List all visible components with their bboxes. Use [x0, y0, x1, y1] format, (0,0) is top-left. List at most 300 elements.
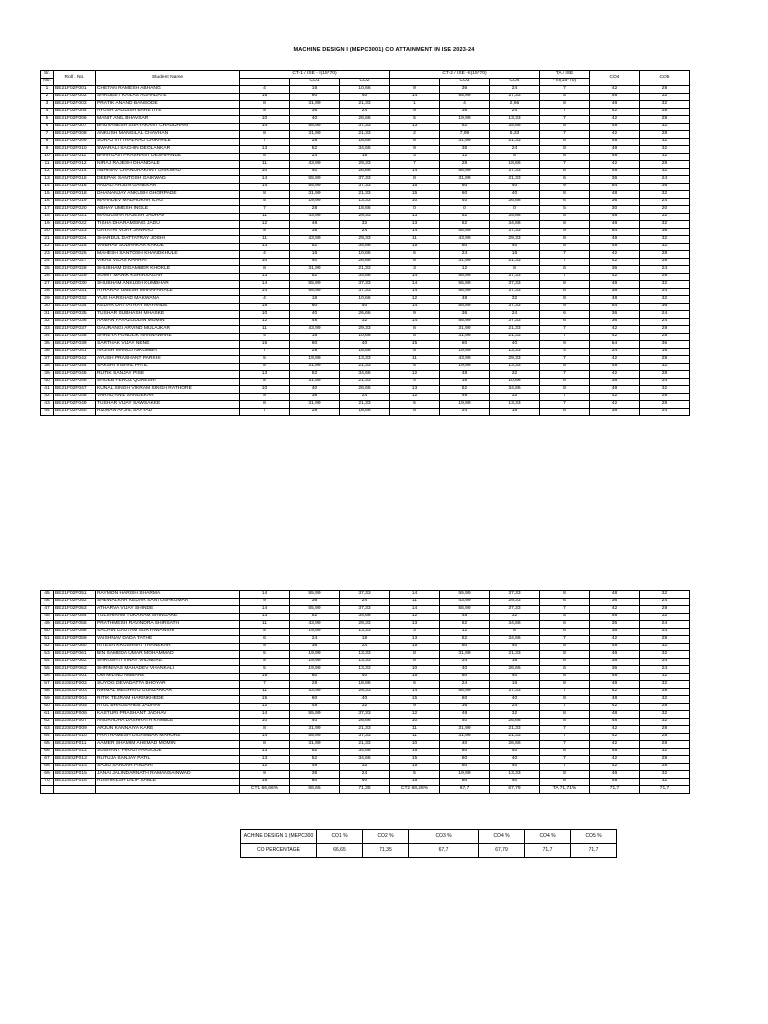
table-cell: 37,33	[340, 183, 390, 191]
table-cell: 48	[590, 591, 640, 599]
table-cell: 31,99	[290, 726, 340, 734]
table-cell: 28	[640, 636, 690, 644]
table-cell: 28	[640, 756, 690, 764]
summary-cell: 67,79	[479, 844, 525, 858]
table-cell: 28	[640, 741, 690, 749]
table-cell: 21,33	[490, 726, 540, 734]
table-cell: ATHARAV UMESH MAHAPARALE	[96, 288, 240, 296]
table-cell: 48	[440, 296, 490, 304]
table-cell: 49	[41, 621, 54, 629]
table-cell: 31,99	[290, 191, 340, 199]
table-cell: 48	[590, 673, 640, 681]
table-cell: RUTUJA SANJAY PATIL	[96, 756, 240, 764]
table-cell: ATUL BHAUSAHEB JADHAV	[96, 703, 240, 711]
table-cell: BIN SAMEDA UMAR MOHAMMAD	[96, 651, 240, 659]
table-cell: 32	[340, 221, 390, 229]
table-cell: 7	[540, 356, 590, 364]
table-cell: 24	[640, 378, 690, 386]
table-cell: 10,66	[340, 251, 390, 259]
table-cell: 8	[540, 101, 590, 109]
table-row	[41, 681, 690, 689]
table-cell: BE21F02F025	[54, 243, 96, 251]
table-cell: 48	[290, 763, 340, 771]
table-cell: 40	[490, 696, 540, 704]
table-cell: BE21F02F004	[54, 108, 96, 116]
table-row	[41, 333, 690, 341]
table-cell: 24	[290, 153, 340, 161]
table-cell: 37,33	[340, 123, 390, 131]
table-cell: 40	[490, 243, 540, 251]
table-cell: 40	[490, 183, 540, 191]
table-cell: MAHADEV MADHUKAR ILAG	[96, 198, 240, 206]
table-cell: 9	[390, 146, 440, 154]
summary-values-row	[241, 844, 617, 858]
table-cell: BE21F02F051	[54, 591, 96, 599]
table-cell: 66	[41, 748, 54, 756]
table-cell: 14	[390, 303, 440, 311]
co-percentage-summary	[240, 829, 617, 858]
table-cell: 34	[41, 333, 54, 341]
table-cell: SURAJ VITTHALRAO CHIKHALE	[96, 138, 240, 146]
table-cell: 8	[540, 363, 590, 371]
table-row	[41, 628, 690, 636]
table-cell: 10,66	[490, 378, 540, 386]
table-cell: BE21F02F038	[54, 333, 96, 341]
table-cell: 21,33	[490, 333, 540, 341]
table-cell: 52	[290, 273, 340, 281]
table-cell: BE21F02F047	[54, 386, 96, 394]
table-cell: 43,99	[290, 236, 340, 244]
table-cell: BE21F02F012	[54, 161, 96, 169]
table-row	[41, 621, 690, 629]
table-cell: 37,33	[340, 176, 390, 184]
table-row	[41, 318, 690, 326]
table-cell: RITIK TEJRAM HARINKHEDE	[96, 696, 240, 704]
attainment-table-part-2	[40, 590, 690, 794]
table-row	[41, 273, 690, 281]
table-cell: 14	[390, 318, 440, 326]
table-row	[41, 688, 690, 696]
table-cell: 14	[390, 168, 440, 176]
table-cell: 6	[540, 288, 590, 296]
table-cell: 36	[590, 266, 640, 274]
table-cell: 60	[290, 778, 340, 786]
table-cell: 37,33	[340, 733, 390, 741]
table-cell: 24	[340, 643, 390, 651]
totals-cell: 67,79	[490, 786, 540, 794]
table-row	[41, 228, 690, 236]
table-cell: 60	[290, 93, 340, 101]
table-cell: SAJID SARDAR PINJARI	[96, 763, 240, 771]
table-cell: 3	[390, 628, 440, 636]
table-cell: BE22S02F014	[54, 763, 96, 771]
table-cell: 54	[590, 228, 640, 236]
table-cell: 32	[640, 93, 690, 101]
table-cell: 16	[41, 198, 54, 206]
table-row	[41, 296, 690, 304]
totals-cell: 71,7	[590, 786, 640, 794]
table-cell: 15	[390, 756, 440, 764]
table-cell: 42	[590, 606, 640, 614]
table-cell: ANJALI ARJUN GANEKAR	[96, 183, 240, 191]
table-cell: 24	[440, 251, 490, 259]
table-row	[41, 191, 690, 199]
table-cell: 7	[540, 116, 590, 124]
table-cell: 24	[340, 393, 390, 401]
table-cell: 36	[290, 228, 340, 236]
table-cell: 34,66	[490, 636, 540, 644]
ct1-blank	[240, 78, 290, 86]
table-cell: 14	[41, 183, 54, 191]
table-cell: 15	[390, 673, 440, 681]
table-cell: 13,33	[490, 771, 540, 779]
table-cell: 32	[640, 123, 690, 131]
table-cell: 8	[240, 131, 290, 139]
table-cell: 5	[390, 348, 440, 356]
table-cell: 48	[590, 778, 640, 786]
table-cell: 4	[240, 251, 290, 259]
table-cell: 3	[41, 101, 54, 109]
table-cell: BE21F02F027	[54, 258, 96, 266]
table-cell: 43,99	[440, 598, 490, 606]
table-cell: 8	[540, 771, 590, 779]
table-cell: 40	[340, 93, 390, 101]
table-cell: 8	[540, 681, 590, 689]
table-cell: 6	[41, 123, 54, 131]
table-cell: 24	[640, 176, 690, 184]
table-cell: 13,33	[490, 401, 540, 409]
table-cell: 28	[640, 131, 690, 139]
table-cell: 29,33	[340, 688, 390, 696]
table-cell: 16	[340, 636, 390, 644]
summary-cell: 67,7	[409, 844, 479, 858]
table-cell: 32	[340, 763, 390, 771]
table-row	[41, 221, 690, 229]
table-cell: 32	[490, 393, 540, 401]
table-cell: 15	[240, 696, 290, 704]
table-cell: 32	[640, 243, 690, 251]
table-cell: 7	[540, 86, 590, 94]
table-cell: SUSHANT PIRAJI PARSODE	[96, 748, 240, 756]
table-cell: 34,66	[340, 371, 390, 379]
table-cell: 40	[290, 168, 340, 176]
table-cell: 60	[440, 763, 490, 771]
table-cell: 31,99	[440, 326, 490, 334]
table-cell: 37,33	[340, 606, 390, 614]
table-cell: 24	[41, 258, 54, 266]
table-row	[41, 363, 690, 371]
table-cell: 36	[590, 378, 640, 386]
table-cell: 8	[540, 651, 590, 659]
table-cell: 24	[490, 311, 540, 319]
table-cell: 20	[41, 228, 54, 236]
table-row	[41, 378, 690, 386]
table-cell: BE22S02F003	[54, 688, 96, 696]
table-cell: 14	[240, 606, 290, 614]
table-row	[41, 771, 690, 779]
ct2-blank	[390, 78, 440, 86]
table-cell: 24	[590, 348, 640, 356]
table-cell: 40	[490, 778, 540, 786]
table-cell: 10,66	[340, 296, 390, 304]
table-cell: BE21F02F060	[54, 643, 96, 651]
table-cell: 28	[640, 703, 690, 711]
summary-cell: CO1 %	[317, 830, 363, 844]
table-cell: 28	[640, 688, 690, 696]
table-cell: 21,33	[490, 326, 540, 334]
table-cell: 34,66	[340, 243, 390, 251]
table-cell: 52	[290, 243, 340, 251]
table-cell: 6	[540, 198, 590, 206]
table-cell: ATHARVA VIJAY SHINDE	[96, 606, 240, 614]
table-cell: 32	[490, 613, 540, 621]
table-cell: 40	[340, 673, 390, 681]
table-cell: 7	[540, 393, 590, 401]
table-cell: 40	[290, 311, 340, 319]
table-cell: 14	[240, 711, 290, 719]
table-cell: 8	[540, 221, 590, 229]
table-cell: 24	[640, 628, 690, 636]
table-cell: 7	[540, 131, 590, 139]
table-cell: 10	[240, 258, 290, 266]
table-cell: 46	[41, 598, 54, 606]
table-cell: 24	[340, 228, 390, 236]
table-cell: DHANANJAY ANKUSH GHORPADE	[96, 191, 240, 199]
table-cell: 7	[390, 161, 440, 169]
table-cell: 6	[540, 666, 590, 674]
table-row	[41, 756, 690, 764]
table-cell: 60	[290, 303, 340, 311]
table-cell: 13	[390, 221, 440, 229]
table-cell: 32	[640, 711, 690, 719]
table-cell: 32	[640, 221, 690, 229]
table-cell: 24	[490, 108, 540, 116]
table-row	[41, 703, 690, 711]
table-cell: BE21F02F052	[54, 598, 96, 606]
table-cell: 13,33	[490, 116, 540, 124]
table-cell: 36	[590, 318, 640, 326]
table-cell: KASTURI PRASHANT JADHAV	[96, 711, 240, 719]
table-cell: 19,99	[290, 651, 340, 659]
table-cell: 40	[490, 748, 540, 756]
table-cell: 42	[590, 393, 640, 401]
table-cell: 32	[640, 281, 690, 289]
table-cell: 12	[240, 763, 290, 771]
table-cell: 13	[390, 123, 440, 131]
table-cell: VARAD ANIL SANGEKAR	[96, 393, 240, 401]
table-cell: 8	[540, 243, 590, 251]
table-cell: 7	[240, 206, 290, 214]
table-row	[41, 311, 690, 319]
table-cell: 55,99	[440, 318, 490, 326]
co4b-header: CO4	[590, 71, 640, 86]
table-cell: 60	[440, 696, 490, 704]
table-cell: 34,66	[340, 273, 390, 281]
table-cell: 12	[390, 296, 440, 304]
table-cell: CHETAN RAMESH ABHANG	[96, 86, 240, 94]
table-cell: 33	[41, 326, 54, 334]
table-cell: BE21F02F059	[54, 636, 96, 644]
table-cell: 8	[540, 778, 590, 786]
table-cell: 37,33	[490, 303, 540, 311]
table-cell: 31,99	[440, 138, 490, 146]
attainment-table-part-1	[40, 70, 690, 416]
table-cell: BE21F02F026	[54, 251, 96, 259]
table-cell: 48	[290, 221, 340, 229]
table-cell: 4	[440, 101, 490, 109]
table-cell: 32	[640, 191, 690, 199]
table-cell: 14	[390, 93, 440, 101]
table-row	[41, 598, 690, 606]
table-cell: 8	[490, 153, 540, 161]
totals-cell	[96, 786, 240, 794]
table-cell: BE21F02F016	[54, 183, 96, 191]
table-cell: 35	[41, 341, 54, 349]
table-cell: SARTHAK VIJAY NENE	[96, 341, 240, 349]
table-cell: 28	[640, 333, 690, 341]
table-cell: JANAI JALINDARNATH RAMANSAINWAD	[96, 771, 240, 779]
table-cell: 12	[240, 703, 290, 711]
table-row	[41, 101, 690, 109]
table-cell: 48	[590, 213, 640, 221]
table-row	[41, 763, 690, 771]
table-cell: BE21F02F044	[54, 363, 96, 371]
table-cell: 37	[41, 356, 54, 364]
table-cell: 29,33	[340, 236, 390, 244]
table-cell: BE21F02F014	[54, 168, 96, 176]
table-cell: 28	[640, 763, 690, 771]
table-cell: BE21F02F002	[54, 93, 96, 101]
table-cell: 40	[340, 341, 390, 349]
table-cell: 40	[490, 763, 540, 771]
table-cell: 21,33	[340, 401, 390, 409]
table-cell: 42	[590, 763, 640, 771]
table-cell: 7	[540, 703, 590, 711]
table-cell: 32	[640, 168, 690, 176]
table-cell: 14	[390, 228, 440, 236]
table-row	[41, 386, 690, 394]
table-cell: 29,33	[490, 356, 540, 364]
table-cell: 36	[640, 303, 690, 311]
summary-cell: CO4 %	[525, 830, 571, 844]
table-cell: 7	[540, 733, 590, 741]
table-row	[41, 591, 690, 599]
table-cell: 6	[540, 311, 590, 319]
table-cell: 48	[590, 363, 640, 371]
table-cell: 48	[590, 771, 640, 779]
table-cell: 24	[440, 681, 490, 689]
table-cell: 36	[590, 198, 640, 206]
table-cell: 31,99	[290, 401, 340, 409]
no-header: No.	[41, 78, 54, 86]
table-cell: 24	[340, 108, 390, 116]
table-cell: 1	[390, 101, 440, 109]
table-cell: 12	[240, 318, 290, 326]
table-cell: BE21F02F062	[54, 658, 96, 666]
table-cell: BE22S02F011	[54, 741, 96, 749]
table-cell: 12	[440, 628, 490, 636]
table-cell: 55,99	[440, 281, 490, 289]
table-cell: 11	[240, 213, 290, 221]
table-cell: 29	[41, 296, 54, 304]
table-cell: 48	[440, 711, 490, 719]
table-cell: 52	[440, 213, 490, 221]
table-cell: 13	[390, 636, 440, 644]
table-cell: 8	[390, 258, 440, 266]
table-cell: 36	[590, 408, 640, 416]
table-cell: BE21F02F048	[54, 393, 96, 401]
table-cell: 15	[390, 763, 440, 771]
header-row-1	[41, 71, 690, 79]
table-cell: 36	[440, 146, 490, 154]
table-cell: 14	[240, 281, 290, 289]
table-cell: 48	[590, 191, 640, 199]
table-cell: 48	[590, 123, 640, 131]
table-cell: 60	[440, 341, 490, 349]
table-row	[41, 116, 690, 124]
table-cell: BE22S02F013	[54, 756, 96, 764]
table-cell: 32	[640, 146, 690, 154]
table-row	[41, 161, 690, 169]
table-cell: 48	[590, 281, 640, 289]
table-cell: 42	[590, 251, 640, 259]
table-cell: 48	[590, 93, 640, 101]
table-cell: 55,99	[290, 288, 340, 296]
table-cell: 60	[440, 643, 490, 651]
table-cell: 55	[41, 666, 54, 674]
table-cell: GAYATRI VIJAY JANRAO	[96, 228, 240, 236]
table-cell: SHUBHAM DIGAMBER KHOKLE	[96, 266, 240, 274]
summary-cell: 71,35	[363, 844, 409, 858]
table-cell: 18,66	[340, 138, 390, 146]
table-cell: 6	[540, 628, 590, 636]
table-cell: BE21F02F055	[54, 621, 96, 629]
table-cell: RAYMON HARISH SHARMA	[96, 591, 240, 599]
table-cell: 38	[41, 363, 54, 371]
table-cell: 24	[340, 771, 390, 779]
table-cell: 37,33	[340, 711, 390, 719]
table-cell: 42	[590, 116, 640, 124]
table-cell: 21,33	[490, 176, 540, 184]
table-cell: 32	[640, 101, 690, 109]
table-cell: 24	[440, 658, 490, 666]
table-cell: 14	[390, 281, 440, 289]
table-cell: 10	[390, 718, 440, 726]
table-cell: 28	[440, 161, 490, 169]
table-cell: BE22S02F001	[54, 673, 96, 681]
table-cell: 43,99	[290, 688, 340, 696]
table-cell: 42	[590, 326, 640, 334]
table-cell: 37,33	[490, 228, 540, 236]
table-cell: 36	[590, 598, 640, 606]
table-cell: BE21F02F039	[54, 341, 96, 349]
table-cell: 34,66	[340, 748, 390, 756]
table-row	[41, 326, 690, 334]
table-cell: 16	[440, 378, 490, 386]
table-cell: SHOEB FEROZ QURESHI	[96, 378, 240, 386]
table-cell: 16	[490, 408, 540, 416]
table-cell: 20	[640, 206, 690, 214]
table-cell: 4	[240, 86, 290, 94]
table-cell: 28	[290, 681, 340, 689]
table-cell: 9	[240, 393, 290, 401]
table-cell: 52	[290, 748, 340, 756]
table-cell: 24	[640, 318, 690, 326]
table-cell: 69	[41, 771, 54, 779]
table-cell: 48	[590, 236, 640, 244]
totals-cell: 71,7	[640, 786, 690, 794]
table-cell: 52	[290, 756, 340, 764]
